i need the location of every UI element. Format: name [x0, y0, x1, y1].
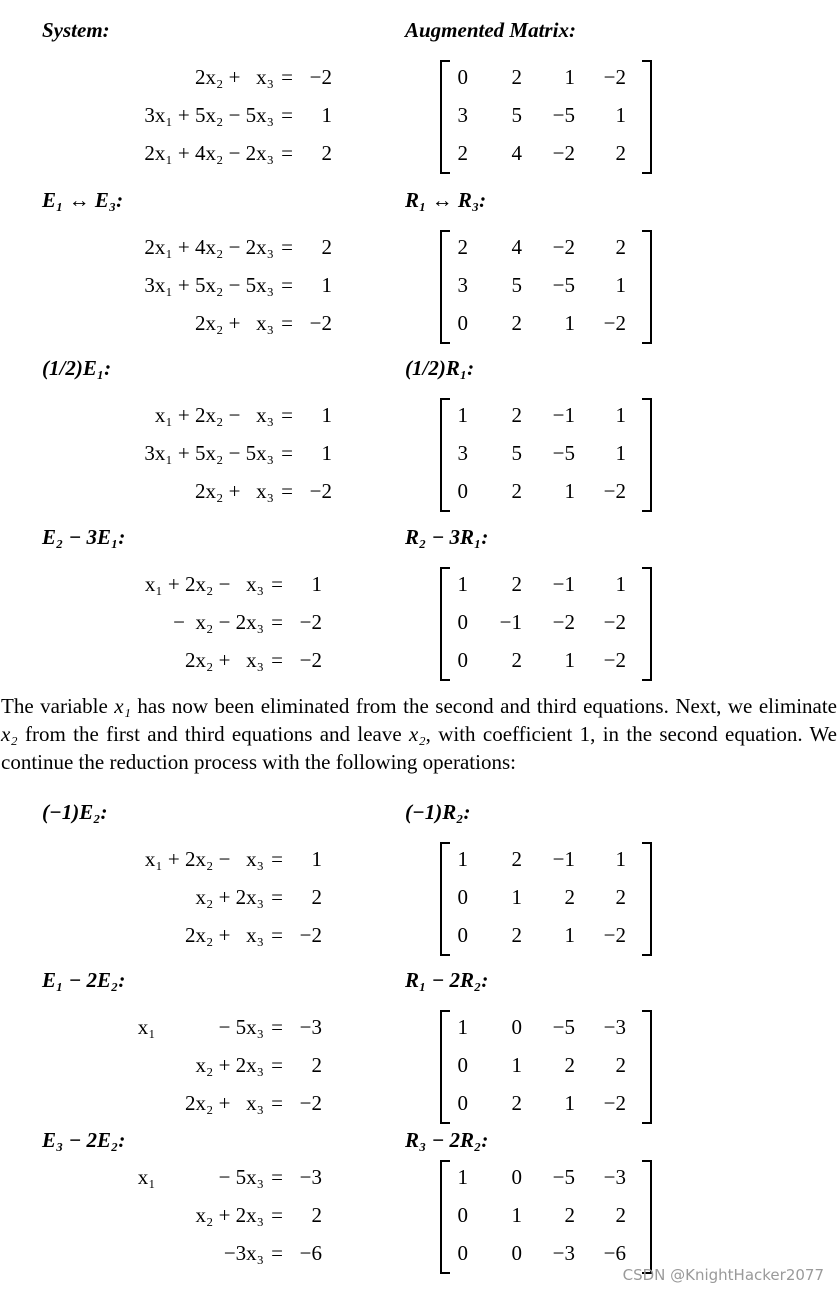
matrix-cell: 2: [511, 648, 522, 672]
matrix-row: [440, 916, 652, 954]
matrix-cell: 4: [511, 235, 522, 259]
matrix-row: [440, 304, 652, 342]
augmented-matrix: [440, 565, 652, 679]
matrix-step-label: R₁ − 2R₂:: [405, 968, 489, 992]
equation-row: x₁ + 2x₂ − x₃ = 1: [144, 847, 322, 871]
matrix-cell: 5: [511, 441, 522, 465]
matrix-cell: 1: [457, 1165, 468, 1189]
equation-system: [100, 228, 332, 342]
matrix-cell: 1: [457, 572, 468, 596]
equation-row: 2x₁ + 4x₂ − 2x₃ = 2: [144, 235, 332, 259]
matrix-row: [440, 1084, 652, 1122]
equation-row: 2x₂ + x₃ = −2: [185, 923, 322, 947]
equation-row: 2x₂ + x₃ = −2: [195, 65, 332, 89]
matrix-cell: 1: [564, 648, 575, 672]
matrix-cell: 1: [564, 311, 575, 335]
equation-system: [100, 840, 322, 954]
matrix-cell: 1: [457, 1015, 468, 1039]
equation-row: 2x₂ + x₃ = −2: [185, 1091, 322, 1115]
matrix-cell: 4: [511, 141, 522, 165]
matrix-cell: −5: [552, 103, 575, 127]
matrix-cell: 1: [511, 1203, 522, 1227]
equation-row: 3x₁ + 5x₂ − 5x₃ = 1: [144, 103, 332, 127]
matrix-cell: −2: [603, 648, 626, 672]
matrix-cell: 0: [457, 1053, 468, 1077]
matrix-row: [440, 603, 652, 641]
matrix-cell: −1: [552, 847, 575, 871]
matrix-cell: −1: [499, 610, 522, 634]
matrix-cell: −5: [552, 441, 575, 465]
equation-system: [100, 396, 332, 510]
matrix-cell: 1: [615, 441, 626, 465]
matrix-cell: −2: [552, 610, 575, 634]
matrix-row: [440, 228, 652, 266]
matrix-cell: −2: [603, 923, 626, 947]
matrix-row: [440, 641, 652, 679]
matrix-cell: −6: [603, 1241, 626, 1265]
matrix-step-label: R₂ − 3R₁:: [405, 525, 489, 549]
equation-step-label: E₁ ↔ E₃:: [42, 188, 124, 212]
matrix-cell: 1: [615, 403, 626, 427]
matrix-row: [440, 1158, 652, 1196]
matrix-cell: 2: [615, 1053, 626, 1077]
matrix-cell: 1: [615, 103, 626, 127]
matrix-row: [440, 1008, 652, 1046]
matrix-cell: 0: [511, 1241, 522, 1265]
matrix-cell: 0: [457, 885, 468, 909]
equation-row: −3x₃ = −6: [223, 1241, 322, 1265]
equation-row: 3x₁ + 5x₂ − 5x₃ = 1: [144, 441, 332, 465]
equation-system: [100, 1008, 322, 1122]
matrix-cell: 2: [511, 403, 522, 427]
watermark: CSDN @KnightHacker2077: [622, 1266, 824, 1284]
matrix-cell: −3: [552, 1241, 575, 1265]
equation-row: 2x₂ + x₃ = −2: [195, 311, 332, 335]
equation-row: 2x₂ + x₃ = −2: [195, 479, 332, 503]
matrix-step-label: Augmented Matrix:: [405, 18, 576, 42]
matrix-cell: −2: [603, 610, 626, 634]
matrix-row: [440, 1196, 652, 1234]
variable-x2: x₂: [409, 722, 426, 746]
matrix-cell: −2: [603, 479, 626, 503]
matrix-cell: 2: [511, 923, 522, 947]
matrix-row: [440, 840, 652, 878]
matrix-cell: −3: [603, 1015, 626, 1039]
matrix-cell: 2: [615, 235, 626, 259]
equation-row: x₂ + 2x₃ = 2: [195, 885, 322, 909]
equation-system: [100, 1158, 322, 1272]
matrix-cell: 0: [511, 1015, 522, 1039]
equation-step-label: (−1)E₂:: [42, 800, 108, 824]
matrix-row: [440, 96, 652, 134]
equation-step-label: System:: [42, 18, 110, 42]
augmented-matrix: [440, 228, 652, 342]
matrix-row: [440, 134, 652, 172]
matrix-cell: 5: [511, 273, 522, 297]
matrix-row: [440, 58, 652, 96]
matrix-cell: 3: [457, 103, 468, 127]
augmented-matrix: [440, 1158, 652, 1272]
matrix-cell: 0: [457, 610, 468, 634]
matrix-cell: −1: [552, 572, 575, 596]
matrix-cell: −2: [603, 1091, 626, 1115]
matrix-cell: 2: [564, 1053, 575, 1077]
matrix-cell: 1: [564, 1091, 575, 1115]
augmented-matrix: [440, 58, 652, 172]
matrix-cell: 5: [511, 103, 522, 127]
matrix-cell: 2: [511, 1091, 522, 1115]
matrix-cell: 2: [511, 572, 522, 596]
equation-row: x₁ − 5x₃ = −3: [137, 1165, 322, 1189]
matrix-cell: 2: [615, 1203, 626, 1227]
matrix-cell: 2: [511, 479, 522, 503]
equation-system: [100, 58, 332, 172]
equation-system: [100, 565, 322, 679]
matrix-cell: −2: [603, 65, 626, 89]
matrix-cell: 0: [457, 479, 468, 503]
matrix-cell: 0: [457, 1203, 468, 1227]
matrix-step-label: R₁ ↔ R₃:: [405, 188, 487, 212]
equation-step-label: E₂ − 3E₁:: [42, 525, 126, 549]
matrix-step-label: (1/2)R₁:: [405, 356, 475, 380]
matrix-cell: 2: [511, 311, 522, 335]
matrix-cell: 2: [457, 141, 468, 165]
matrix-cell: −2: [552, 235, 575, 259]
augmented-matrix: [440, 840, 652, 954]
matrix-cell: 1: [564, 65, 575, 89]
equation-row: 2x₂ + x₃ = −2: [185, 648, 322, 672]
matrix-row: [440, 396, 652, 434]
matrix-cell: 1: [511, 1053, 522, 1077]
augmented-matrix: [440, 396, 652, 510]
variable-x1: x₁: [114, 694, 131, 718]
matrix-step-label: R₃ − 2R₂:: [405, 1128, 489, 1152]
matrix-cell: −3: [603, 1165, 626, 1189]
matrix-cell: 2: [511, 847, 522, 871]
matrix-cell: −5: [552, 273, 575, 297]
equation-row: − x₂ − 2x₃ = −2: [173, 610, 322, 634]
matrix-row: [440, 434, 652, 472]
equation-step-label: (1/2)E₁:: [42, 356, 112, 380]
equation-row: 2x₁ + 4x₂ − 2x₃ = 2: [144, 141, 332, 165]
matrix-row: [440, 565, 652, 603]
equation-row: x₁ + 2x₂ − x₃ = 1: [154, 403, 332, 427]
matrix-row: [440, 472, 652, 510]
augmented-matrix: [440, 1008, 652, 1122]
matrix-cell: 3: [457, 273, 468, 297]
matrix-cell: 0: [457, 65, 468, 89]
explanation-paragraph: The variable x₁ has now been eliminated from the second and third equations. Next, we eliminate x₂ from the first and third equations and leave x₂, with coefficient 1, in the second equation. We continue the reduction process with the following operations:: [1, 694, 837, 774]
matrix-cell: 0: [457, 311, 468, 335]
matrix-cell: −2: [603, 311, 626, 335]
matrix-row: [440, 878, 652, 916]
matrix-cell: 0: [511, 1165, 522, 1189]
matrix-cell: 0: [457, 1091, 468, 1115]
matrix-cell: −1: [552, 403, 575, 427]
equation-step-label: E₃ − 2E₂:: [42, 1128, 126, 1152]
equation-row: x₂ + 2x₃ = 2: [195, 1053, 322, 1077]
matrix-cell: 1: [457, 403, 468, 427]
matrix-cell: 0: [457, 923, 468, 947]
matrix-row: [440, 1234, 652, 1272]
matrix-cell: 3: [457, 441, 468, 465]
equation-row: 3x₁ + 5x₂ − 5x₃ = 1: [144, 273, 332, 297]
matrix-row: [440, 1046, 652, 1084]
matrix-cell: 1: [511, 885, 522, 909]
matrix-cell: 0: [457, 648, 468, 672]
matrix-row: [440, 266, 652, 304]
equation-row: x₁ − 5x₃ = −3: [137, 1015, 322, 1039]
matrix-cell: 1: [615, 847, 626, 871]
matrix-cell: 1: [615, 572, 626, 596]
matrix-cell: 1: [457, 847, 468, 871]
matrix-step-label: (−1)R₂:: [405, 800, 471, 824]
matrix-cell: −5: [552, 1165, 575, 1189]
matrix-cell: 1: [564, 479, 575, 503]
matrix-cell: 2: [615, 141, 626, 165]
equation-row: x₂ + 2x₃ = 2: [195, 1203, 322, 1227]
matrix-cell: 2: [511, 65, 522, 89]
matrix-cell: 2: [615, 885, 626, 909]
matrix-cell: 0: [457, 1241, 468, 1265]
equation-step-label: E₁ − 2E₂:: [42, 968, 126, 992]
matrix-cell: −5: [552, 1015, 575, 1039]
matrix-cell: 2: [564, 885, 575, 909]
equation-row: x₁ + 2x₂ − x₃ = 1: [144, 572, 322, 596]
matrix-cell: −2: [552, 141, 575, 165]
matrix-cell: 2: [564, 1203, 575, 1227]
matrix-cell: 1: [615, 273, 626, 297]
matrix-cell: 1: [564, 923, 575, 947]
variable-x2: x₂: [1, 722, 18, 746]
matrix-cell: 2: [457, 235, 468, 259]
